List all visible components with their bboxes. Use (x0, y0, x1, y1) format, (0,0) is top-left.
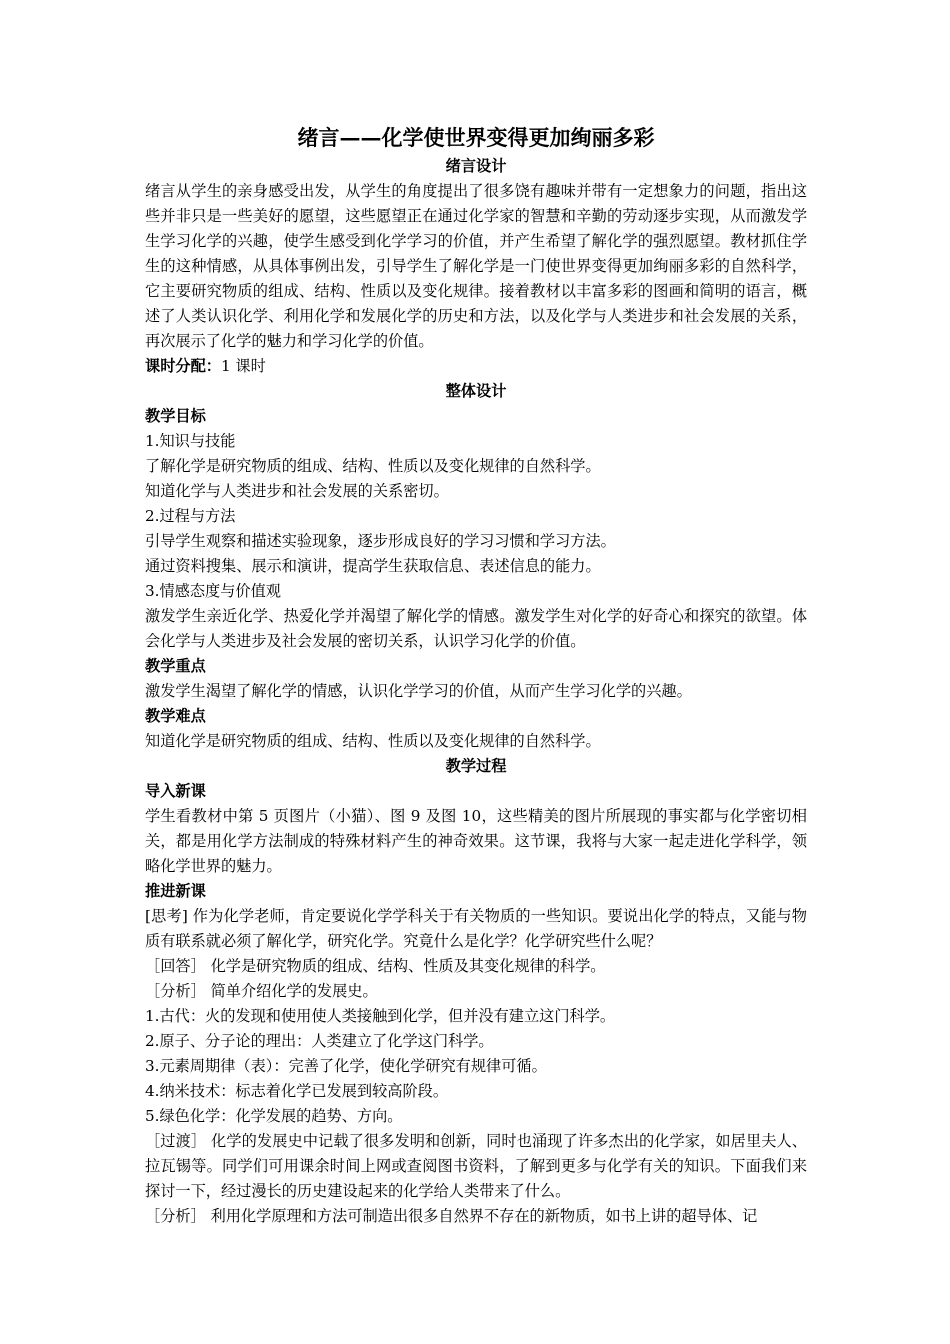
goal3-line1: 激发学生亲近化学、热爱化学并渴望了解化学的情感。激发学生对化学的好奇心和探究的欲望。体会化学与人类进步及社会发展的密切关系，认识学习化学的价值。 (145, 607, 807, 650)
period-label: 课时分配： (145, 357, 221, 375)
key-text: 激发学生渴望了解化学的情感，认识化学学习的价值，从而产生学习化学的兴趣。 (145, 682, 692, 700)
heading-design: 绪言设计 (445, 157, 507, 175)
analysis2-text: ［分析］ 利用化学原理和方法可制造出很多自然界不存在的新物质，如书上讲的超导体、记 (145, 1207, 758, 1225)
goal1-line2: 知道化学与人类进步和社会发展的关系密切。 (145, 482, 449, 500)
goal2-title: 2.过程与方法 (145, 507, 236, 525)
document-page (145, 118, 807, 1229)
history-item: 1.古代：火的发现和使用使人类接触到化学，但并没有建立这门科学。 (145, 1007, 616, 1025)
intro-text: 学生看教材中第 5 页图片（小猫）、图 9 及图 10，这些精美的图片所展现的事实都与化学密切相关，都是用化学方法制成的特殊材料产生的神奇效果。这节课，我将与大家一起走进化学科学，领略化学世界的魅力。 (145, 807, 807, 875)
heading-goals: 教学目标 (145, 407, 206, 425)
heading-intro: 导入新课 (145, 782, 206, 800)
goal1-title: 1.知识与技能 (145, 432, 236, 450)
analysis1-text: ［分析］ 简单介绍化学的发展史。 (145, 982, 378, 1000)
answer-text: ［回答］ 化学是研究物质的组成、结构、性质及其变化规律的科学。 (145, 957, 606, 975)
period-value: 1 课时 (220, 357, 266, 375)
goal2-line1: 引导学生观察和描述实验现象，逐步形成良好的学习习惯和学习方法。 (145, 532, 616, 550)
design-paragraph: 绪言从学生的亲身感受出发，从学生的角度提出了很多饶有趣味并带有一定想象力的问题，指出这些并非只是一些美好的愿望，这些愿望正在通过化学家的智慧和辛勤的劳动逐步实现，从而激发学生学习化学的兴趣，使学生感受到化学学习的价值，并产生希望了解化学的强烈愿望。教材抓住学生的这种情感，从具体事例出发，引导学生了解化学是一门使世界变得更加绚丽多彩的自然科学，它主要研究物质的组成、结构、性质以及变化规律。接着教材以丰富多彩的图画和简明的语言，概述了人类认识化学、利用化学和发展化学的历史和方法，以及化学与人类进步和社会发展的关系，再次展示了化学的魅力和学习化学的价值。 (145, 182, 807, 350)
heading-key: 教学重点 (145, 657, 206, 675)
period-line (145, 354, 807, 379)
history-item: 4.纳米技术：标志着化学已发展到较高阶段。 (145, 1082, 449, 1100)
heading-process: 教学过程 (445, 757, 507, 775)
heading-difficulty: 教学难点 (145, 707, 206, 725)
document-title: 绪言——化学使世界变得更加绚丽多彩 (297, 125, 655, 150)
heading-advance: 推进新课 (145, 882, 206, 900)
history-item: 3.元素周期律（表）：完善了化学，使化学研究有规律可循。 (145, 1057, 547, 1075)
goal1-line1: 了解化学是研究物质的组成、结构、性质以及变化规律的自然科学。 (145, 457, 601, 475)
history-item: 5.绿色化学：化学发展的趋势、方向。 (145, 1107, 403, 1125)
history-item: 2.原子、分子论的理出：人类建立了化学这门科学。 (145, 1032, 494, 1050)
think-text: [思考] 作为化学老师，肯定要说化学学科关于有关物质的一些知识。要说出化学的特点，又能与物质有联系就必须了解化学，研究化学。究竟什么是化学？化学研究些什么呢？ (145, 907, 807, 950)
transition-text: ［过渡］ 化学的发展史中记载了很多发明和创新，同时也涌现了许多杰出的化学家，如居里夫人、拉瓦锡等。同学们可用课余时间上网或查阅图书资料，了解到更多与化学有关的知识。下面我们来探讨一下，经过漫长的历史建设起来的化学给人类带来了什么。 (145, 1132, 807, 1200)
goal2-line2: 通过资料搜集、展示和演讲，提高学生获取信息、表述信息的能力。 (145, 557, 601, 575)
heading-overall: 整体设计 (445, 382, 507, 400)
difficulty-text: 知道化学是研究物质的组成、结构、性质以及变化规律的自然科学。 (145, 732, 601, 750)
goal3-title: 3.情感态度与价值观 (145, 582, 281, 600)
